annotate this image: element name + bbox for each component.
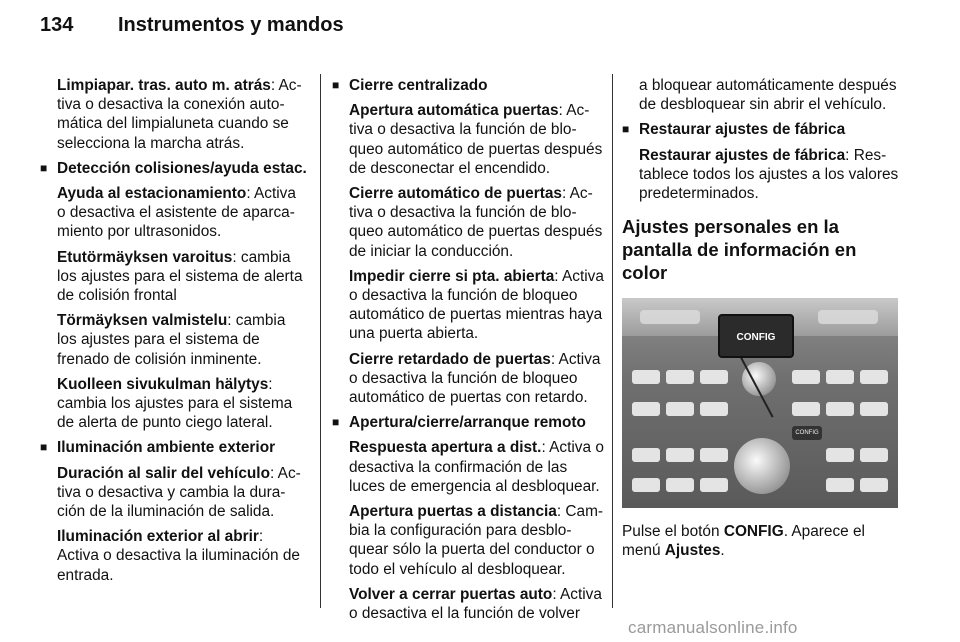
setting-term: Limpiapar. tras. auto m. atrás bbox=[57, 77, 271, 94]
setting-term: Cierre automático de puertas bbox=[349, 185, 562, 203]
setting-entry bbox=[349, 585, 604, 623]
setting-term: Apertura automática puertas bbox=[349, 102, 559, 120]
column-2 bbox=[332, 76, 604, 629]
setting-term: Volver a cerrar puertas auto bbox=[349, 585, 553, 603]
setting-term: Impedir cierre si pta. abierta bbox=[349, 267, 555, 285]
section-heading: Ajustes personales en la pantalla de información en color bbox=[622, 216, 857, 284]
setting-description: : cambia los ajustes para el sistema de alerta de punto ciego lateral. bbox=[57, 375, 293, 432]
photo-caption bbox=[622, 522, 904, 560]
setting-entry bbox=[349, 267, 604, 344]
setting-entry bbox=[57, 248, 308, 306]
setting-term: Ayuda al estacionamiento bbox=[57, 185, 247, 203]
photo-button-row bbox=[632, 402, 888, 418]
menu-heading: ■ Apertura/cierre/arranque remoto bbox=[332, 413, 604, 432]
setting-entry bbox=[349, 101, 604, 178]
setting-term: Cierre retardado de puertas bbox=[349, 350, 551, 368]
setting-entry bbox=[57, 464, 308, 522]
photo-vent-slot bbox=[818, 310, 878, 324]
setting-entry bbox=[57, 184, 308, 242]
photo-menu-knob bbox=[734, 438, 790, 494]
setting-description: : cambia los ajustes para el sistema de alerta de colisión frontal bbox=[57, 248, 303, 305]
setting-term: Restaurar ajustes de fábrica bbox=[639, 146, 846, 164]
setting-description: : Activa o desactiva la conexión automática del limpialuneta cuando se selecciona la marcha atrás. bbox=[57, 77, 302, 152]
caption-bold: CONFIG bbox=[723, 523, 784, 541]
setting-description: : Activa o desactiva la función de bloqueo automático de puertas mientras haya una puerta abierta. bbox=[349, 267, 604, 343]
setting-entry bbox=[349, 184, 604, 261]
setting-entry bbox=[57, 76, 308, 153]
setting-term: Iluminación exterior al abrir bbox=[57, 528, 259, 546]
setting-term: Etutörmäyksen varoitus bbox=[57, 248, 233, 266]
column-1 bbox=[40, 76, 308, 591]
setting-description: : cambia los ajustes para el sistema de frenado de colisión inminente. bbox=[57, 312, 286, 368]
config-button: CONFIG bbox=[792, 426, 822, 440]
control-panel-photo bbox=[622, 298, 898, 508]
column-divider bbox=[612, 74, 613, 608]
setting-entry bbox=[57, 527, 308, 585]
caption-text: Pulse el botón bbox=[622, 523, 724, 541]
setting-entry bbox=[349, 438, 604, 496]
setting-description: : Cambia la configuración para desbloquear sólo la puerta del conductor o todo el vehículo al desbloquear. bbox=[349, 503, 604, 578]
menu-heading: ■ Iluminación ambiente exterior bbox=[40, 438, 308, 457]
page-title: Instrumentos y mandos bbox=[118, 14, 344, 36]
setting-term: Respuesta apertura a dist. bbox=[349, 439, 542, 457]
setting-term: Apertura puertas a distancia bbox=[349, 503, 557, 521]
column-3 bbox=[622, 76, 904, 567]
setting-description: : Activa o desactiva la función de bloqueo automático de puertas con retardo. bbox=[349, 350, 601, 407]
photo-vent-slot bbox=[640, 310, 700, 324]
caption-bold: Ajustes bbox=[664, 542, 721, 560]
setting-description: : Activa o desactiva y cambia la duración de la iluminación de salida. bbox=[57, 464, 301, 521]
config-button-callout bbox=[718, 314, 794, 358]
menu-heading: ■ Detección colisiones/ayuda estac. bbox=[40, 159, 308, 178]
setting-description: : Activa o desactiva el la función de volver bbox=[349, 585, 602, 623]
setting-description: : Activa o desactiva el asistente de aparcamiento por ultrasonidos. bbox=[57, 185, 296, 241]
page-header bbox=[40, 14, 920, 50]
column-divider bbox=[320, 74, 321, 608]
menu-heading: ■ Restaurar ajustes de fábrica bbox=[622, 120, 904, 139]
setting-description: : Activa o desactiva la función de bloqueo automático de puertas después de desconectar el encendido. bbox=[349, 102, 603, 177]
setting-term: Duración al salir del vehículo bbox=[57, 464, 270, 482]
setting-description-continued: a bloquear automáticamente después de desbloquear sin abrir el vehículo. bbox=[639, 77, 897, 114]
config-callout-label: CONFIG bbox=[736, 332, 776, 344]
setting-entry bbox=[57, 375, 308, 433]
setting-description: : Activa o desactiva la confirmación de las luces de emergencia al desbloquear. bbox=[349, 439, 604, 495]
caption-text: . bbox=[720, 542, 725, 560]
setting-entry bbox=[349, 502, 604, 579]
caption-text: . Aparece el menú bbox=[622, 523, 865, 560]
setting-description: : Activa o desactiva la función de bloqueo automático de puertas después de iniciar la conducción. bbox=[349, 185, 603, 260]
setting-term: Kuolleen sivukulman hälytys bbox=[57, 375, 269, 393]
setting-entry bbox=[639, 146, 904, 204]
setting-entry bbox=[349, 350, 604, 408]
setting-term: Törmäyksen valmistelu bbox=[57, 312, 228, 330]
watermark: carmanualsonline.info bbox=[628, 618, 798, 637]
setting-description: : Restablece todos los ajustes a los valores predeterminados. bbox=[639, 146, 899, 203]
setting-description: : Activa o desactiva la iluminación de entrada. bbox=[57, 528, 300, 584]
setting-entry bbox=[57, 311, 308, 369]
page-number: 134 bbox=[40, 14, 74, 36]
menu-heading: ■ Cierre centralizado bbox=[332, 76, 604, 95]
